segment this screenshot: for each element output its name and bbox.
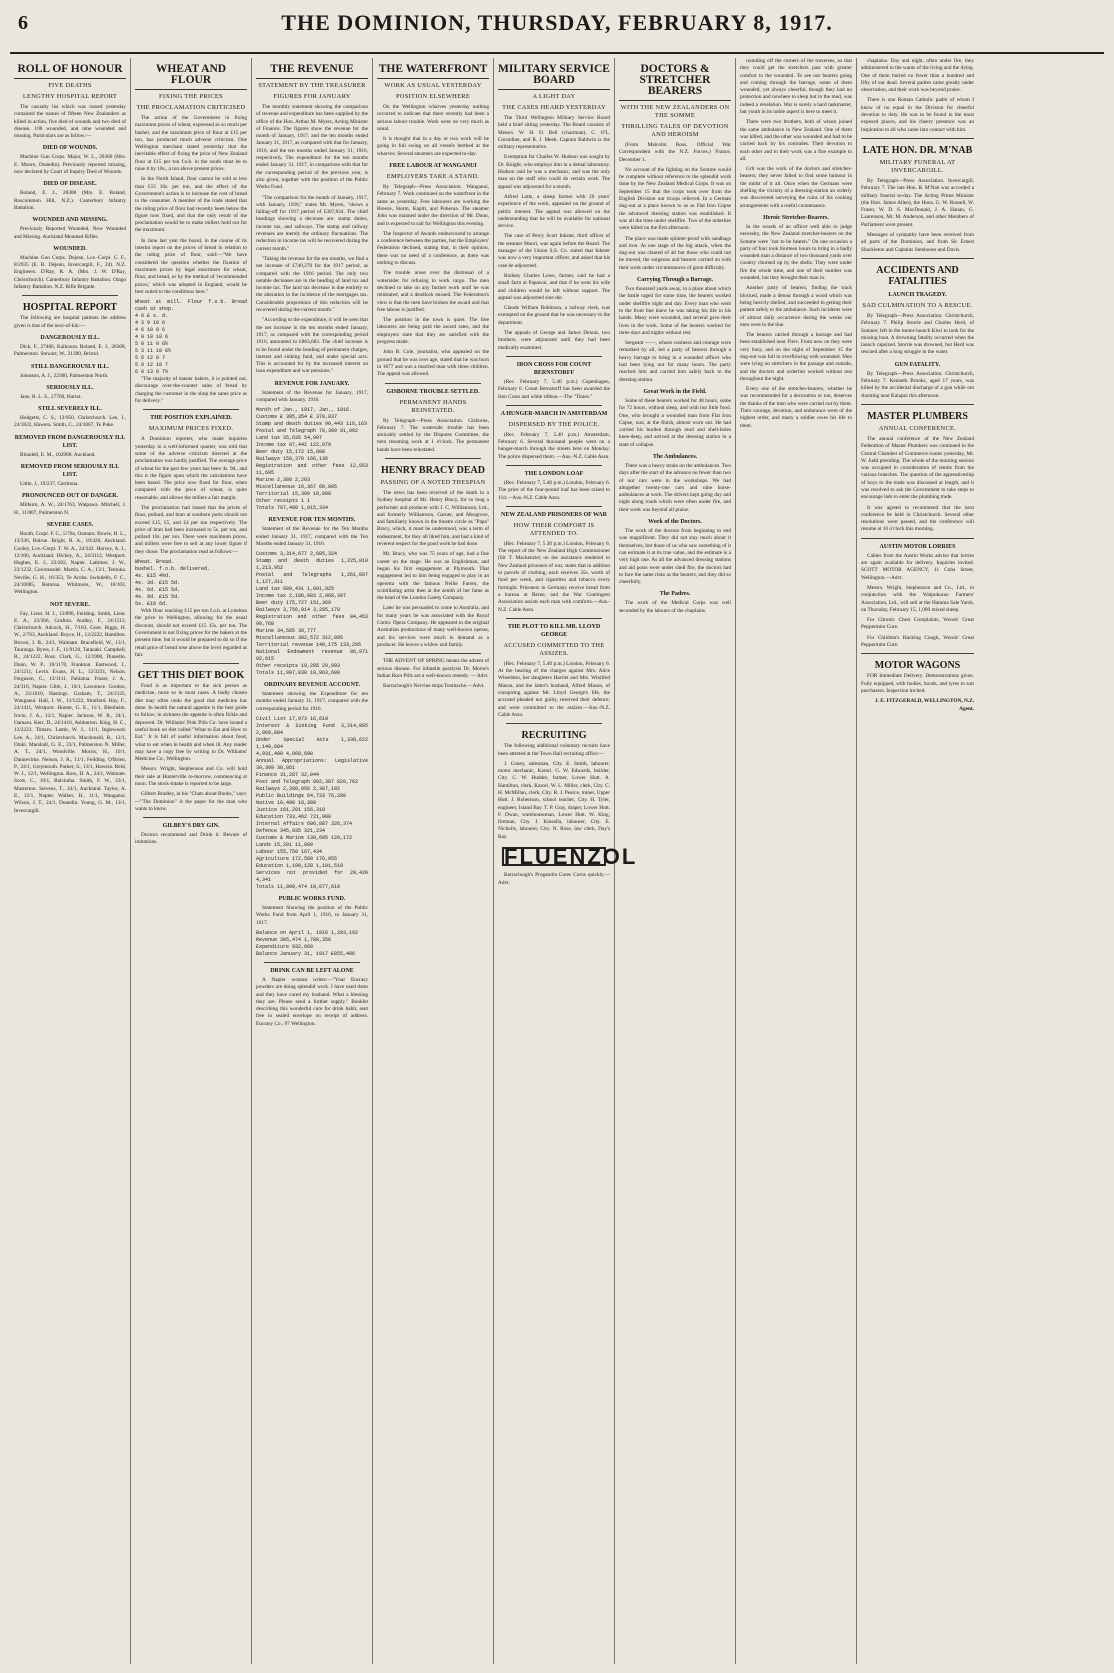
section-label: DIED OF WOUNDS. xyxy=(42,145,98,152)
article-text: By Telegraph—Press Association. Invercargill, February 7. The late Hon. R. M'Nab was accorded a military funeral to-day. The Acting Prime Minister (the Hon. James Allen), the Hons. G. W. Russell, W. Fraser, W. D. S. MacDonald, J. A. Hanan, G. Laurenson, Mr. M. Anderson, and other Members of Parliament were present. xyxy=(861,177,974,228)
divider xyxy=(861,653,974,654)
table-row: Beer duty 15,172 15,608 xyxy=(256,449,326,456)
advertisement-text: Doctors recommend and Drink it. Beware of imitations. xyxy=(135,832,247,846)
article-text: The trouble arose over the dismissal of a watersider for refusing to work cargo. The men declined to take on any further work until he was reinstated, and a deadlock ensued. The Federation's view is that the men have broken the award and that free labour is justified. xyxy=(377,270,489,313)
table-row: Marine 34,585 30,777 xyxy=(256,628,317,635)
article-text: Previously Reported Wounded, Now Wounded and Missing. Auckland Mounted Rifles. xyxy=(14,226,126,240)
subheading: LENGTHY HOSPITAL REPORT xyxy=(22,93,118,100)
section-label: NEW ZEALAND PRISONERS OF WAR xyxy=(501,511,607,518)
table-row: Postal and Telegraphs 1,261,897 1,127,311 xyxy=(256,572,368,586)
table-row: Miscellaneous 16,367 60,895 xyxy=(256,484,338,491)
article-text: The Inspector of Awards endeavoured to arrange a conference between the parties, but the Employers' Federation declined, stating that, in their opinion, there was no need of a conference, as there was nothing to discuss. xyxy=(377,230,489,267)
article-text: Sergeant ——, whose coolness and courage were remarked by all, led a party of bearers through a heavy barrage to bring in a wounded officer who had been lying out for many hours. The party reached him and carried him safely back to the dressing station. xyxy=(619,340,731,383)
section-label: PRONOUNCED OUT OF DANGER. xyxy=(21,493,118,500)
table-row: Interest & Sinking Fund 3,314,805 2,969,884 xyxy=(256,723,368,737)
article-text: (Rec. February 7, 5.40 p.m.) London, February 6. The price of the four-pound loaf has been raised to 11d.—Aus.-N.Z. Cable Assn. xyxy=(498,479,610,501)
article-text: In the woods of an officer well able to judge necessity, the New Zealand stretcher-bearers on the Somme were "not to be beaten." On one occasion a party of four took fourteen hours to bring in a badly wounded man a distance of two thousand yards over country churned up by the shells. They were under fire the whole time, and one of their number was wounded, but they brought their man in. xyxy=(740,223,852,282)
article-text: "The comparison for the month of January, 1917, with January, 1916," states Mr. Myers, "shows a falling-off for 1917 period of £307,834. The chief headings showing a decrease are: stamp duties, income tax, and railways. The stamp and railway revenues are merely the ordinary fluctuations. The reduction in income tax will be recovered during the current month." xyxy=(256,194,368,252)
subheading: SAD CULMINATION TO A RESCUE. xyxy=(862,301,973,309)
article-text: Claude William Robinson, a railway clerk, was exempted on the ground that he was necessary to the department. xyxy=(498,305,610,326)
revenue-january-table xyxy=(256,407,368,512)
article-text: By Telegraph—Press Association. Wanganui, February 7. Work continued on the waterfront in the same as yesterday. Free labourers are working the Breeze, Storm, Kapiti, and Poherua. The steamer John was manned under the direction of Mr. Dunn, and is expected to sail for Wellington this evening. xyxy=(377,184,489,227)
advertisement-text: For Children's Hacking Cough, Woods' Great Peppermint Cure. xyxy=(861,634,974,649)
article-text: Fay, Lieut. H. J., 13/896, Feilding. Smith, Lieut. E. A., 23/366, Grafton. Audley, F., 24/1512, Christchurch. Adcock, H., 7/163, Gore. Biggs, H. W., 2/763, Auckland. Boyce, H., 12/2222, Hamilton. Brown, J. B., 24/1, Waimate. Bracefield, W., 13/1, Tauranga. Byres, J. F., 11/9120, Taranaki. Campbell, R., 24/1222, Ross. Clark, G., 12/1900, Dunedin. Dunn, W. P., 10/1170, Frankton. Eastwood, J., 24/1211, Levin. Evans, H. L., 12/3231, Nelson. Ferguson, G., 13/1111, Pahiatua. Fraser, J. A., 24/316, Napier. Gibb, J., 10/1, Lawrence. Gordon, A., 23/1010, Hastings. Graham, T., 24/2125, Wanganui. Hall, J. W., 13/1222, Stratford. Hay, F., 24/1411, Westport. Hunter, G. E., 11/1, Blenheim. Irwin, J. A., 12/1, Napier. Jackson, W. R., 24/1, Oamaru. Kerr, D., 24/1410, Ashburton. King, H. C., 13/2223, Timaru. Lamb, W. J., 11/1, Inglewood. Lee, A., 24/1, Christchurch. Macdonald, R., 12/1, Otaki. Marshall, G. E., 23/1, Palmerston N. Miller, A. T., 24/1, Woodville. Morris, H., 10/1, Dannevirke. Nelson, J. R., 11/1, Feilding. O'Brien, P., 24/1, Greymouth. Parker, S., 13/1, Hawera. Reid, W. J., 12/1, Wellington. Ross, D. A., 24/1, Waimate. Scott, C., 10/1, Balclutha. Smith, F. W., 23/1, Masterton. Stevens, T., 24/1, Auckland. Taylor, A. E., 12/1, Napier. Walker, H., 11/1, Wanganui. Wilson, J. T., 24/1, Dunedin. Young, G. M., 13/1, Invercargill. xyxy=(14,610,126,814)
table-row: Marine 2,380 2,203 xyxy=(256,477,311,484)
divider xyxy=(385,383,481,384)
table-row: 5 6 12 0 7 xyxy=(135,355,166,362)
table-row: Registration and other fees 12,053 11,695 xyxy=(256,463,368,477)
divider xyxy=(385,653,481,654)
article-text: The Third Wellington Military Service Board held a brief sitting yesterday. The Board consists of Messrs. W. H. D. Bell (chairman), C. O'L. Considine, and R. J. Meek. Captain Baldwin is the military representative. xyxy=(498,115,610,151)
table-row: Income tax 97,442 122,079 xyxy=(256,442,332,449)
article-text: (Rec. February 7, 5.40 p.m.) Amsterdam, February 6. Several thousand people went on a hunger-march through the streets here on Monday. The police dispersed them. —Aus.-N.Z. Cable Assn. xyxy=(498,431,610,460)
table-row: 5s. £16 6d. xyxy=(135,601,169,608)
table-total: Totals 707,480 1,015,334 xyxy=(256,505,329,512)
table-row: 4 0 £ s. d. xyxy=(135,313,169,320)
table-row: Education 1,100,128 1,101,519 xyxy=(256,863,344,870)
expenditure-table xyxy=(256,716,368,891)
subheading: ACCUSED COMMITTED TO THE ASSIZES. xyxy=(503,641,605,657)
table-row: Other receipts 19,205 29,093 xyxy=(256,663,341,670)
divider xyxy=(861,404,974,405)
wheat-price-list xyxy=(135,559,247,608)
advertisement-heading: DRINK CAN BE LEFT ALONE xyxy=(270,967,354,974)
table-row: 4s. 3d. £15 5d. xyxy=(135,580,181,587)
article-text: The work of the doctors from beginning to end was magnificent. They did not stay much about it themselves, but those of us who saw something of it can estimate it at its true value, and the estimate is a very high one. As all the advanced dressing stations and aid posts were under shell fire, the doctors had to face the same risks as the bearers, and they did so cheerfully. xyxy=(619,528,731,586)
heading-hospital-report: HOSPITAL REPORT xyxy=(22,302,118,314)
article-text: By Telegraph—Press Association. Gisborne, February 7. The waterside trouble has been amicably settled by the Disputes Committee, the men resuming work at 1 o'clock. The permanent hands have been reinstated. xyxy=(377,417,489,453)
heading-wheat-and-flour: WHEAT AND FLOUR xyxy=(135,64,247,90)
subheading: ANNUAL CONFERENCE. xyxy=(878,424,957,432)
article-text: There is one Roman Catholic padre of whom I know of no equal in the Division for cheerful devotion to duty. He was to be found in the most exposed places, and his cheery presence was an inspiration to all who came into contact with him. xyxy=(861,97,974,133)
article-text: rounding off the corners of the traverses, so that they could get the stretchers past with greater comfort to the wounded. To see our bearers going and coming through the barrage, some of them wounded, yet always cheerful, though they had no protection and nowhere to sleep but in the mud, was indeed a revelation. War is surely a hard taskmaster, but youth in its noble aspect is here to meet it. xyxy=(740,58,852,116)
table-row: Expenditure 932,060 xyxy=(256,943,314,950)
article-text: The case of Percy Scott Inkster, third officer of the steamer Maori, was again before the Board. The manager of the Union S.S. Co. stated that Inkster was now a very important officer, and asked that his case be adjourned. xyxy=(498,233,610,269)
table-row: Registration and other fees 84,453 90,768 xyxy=(256,614,368,628)
subheading: STATEMENT BY THE TREASURER xyxy=(258,82,366,89)
article-text: "The majority of master bakers, it is pointed out, discourage over-the-counter sales of bread by charging the customer in the shop the same price as for delivery." xyxy=(135,376,247,405)
table-title: ORDINARY REVENUE ACCOUNT. xyxy=(264,682,360,689)
article-text: (Rec. February 7, 5.40 p.m.) London, February 6. At the hearing of the charges against Mrs. Alice Wheeldon, her daughters Harriet and Mrs. Winifred Mason, and the latter's husband, Alfred Mason, of conspiring against Mr. Lloyd George's life, the accused pleaded not guilty, reserved their defence, and were committed to the assizes.—Aus.-N.Z. Cable Assn. xyxy=(498,660,610,718)
table-row: Railways 3,756,914 3,285,179 xyxy=(256,607,341,614)
table-row: Native 10,498 10,380 xyxy=(256,800,317,807)
table-row: bushel. f.o.b. delivered. xyxy=(135,566,211,573)
fluenzol-advertisement: FLUENZOL xyxy=(504,844,638,870)
article-text: It was agreed to recommend that the next conference be held in Christchurch. Several other resolutions were passed, and the conference will resume at 10 o'clock this morning. xyxy=(861,504,974,533)
article-text: Mr. Bracy, who was 75 years of age, had a fine career on the stage. He was an Englishman, and began his first engagement at Plymouth. That engagement led to him being engaged to play in an operetta with the famous Nellie Farren, the scintillating artist then at the zenith of her fame as the head of the London Gaiety Company. xyxy=(377,551,489,602)
section-label: WOUNDED AND MISSING. xyxy=(32,217,108,224)
section-label: IRON CROSS FOR COUNT BERNSTORFF xyxy=(516,361,592,376)
section-label: FREE LABOUR AT WANGANUI xyxy=(389,163,477,170)
article-text: Food is as important to the sick person as medicine, more so in most cases. A badly chosen diet may often undo the good that medicine has done. In health the natural appetite is the best guide to follow; in sickness the appetite is often fickle and depraved. Dr. Williams' Pink Pills Co. have issued a useful book on diet called "What to Eat and How to Eat." It is full of useful information about food, what to eat when in health and when ill. Any reader may have a copy free by writing to Dr. Williams' Medicine Co., Wellington. xyxy=(135,683,247,763)
article-text: Machine Gun Corps. Major, W. L., 20360 (Mrs. E. Moore, Dunedin). Previously reported missing, now declared by Court of Inquiry Died of Wounds. xyxy=(14,154,126,176)
article-text: Booth, Corpl. F. C., 5/70a, Oamaru. Bowie, H. L., 13/336, Bulrue. Bright, R. A., 10/420, Auckland. Cooley, Lce.-Corpl. T. W. A., 24/342. Harvey, A. J., 12/100, Auckland. Hickey, A., 24/3112, Westport. Hughes, E. J., 23/202, Napier. Lattimer, J. W., 23/1232, Coromandel. Martin, C. A., 13/1, Temuka. Neville, G. H., 16/353, Te Aroha. Swindells, F. C., 24/10085, Rotorua. Whitmore, W., 10/103, Wellington. xyxy=(14,530,126,596)
heading-diet-book: GET THIS DIET BOOK xyxy=(137,670,245,682)
advertiser-signature: J. E. FITZGERALD, WELLINGTON, N.Z. Agent. xyxy=(875,698,974,712)
table-row: Land tax 35,635 54,097 xyxy=(256,435,323,442)
table-header: Month of Jan., 1917. Jan., 1916. xyxy=(256,407,353,414)
article-text: Dick, F., 27406, Kaikoura. Boland, E. J., 28308, Palmerston. Stewart, W., 21390, Bristol. xyxy=(14,343,126,358)
article-text: Boland, E. J., 28308 (Mrs. E. Boland, Roscommon Hill, N.Z.). Canterbury Infantry Battalion. xyxy=(14,190,126,211)
table-caption: Statement Showing the position of the Public Works Fund from April 1, 1916, to January 31, 1917. xyxy=(256,905,368,926)
byline: (From Malcolm Ross, Official War Correspondent with the N.Z. Forces.) France, December 1. xyxy=(619,142,731,163)
divider xyxy=(861,538,974,539)
divider xyxy=(861,138,974,139)
article-text: Messrs. Wright, Stephenson and Co. will hold their sale at Hunterville to-morrow, commencing at noon. The stock-intake is reported to be large. xyxy=(135,766,247,787)
article-text: chaplains. Day and night, often under fire, they administered to the wants of the living and the dying. One of them buried no fewer than a hundred and fifty of our dead. Several padres came greatly under observation, and their work was beyond praise. xyxy=(861,58,974,94)
divider xyxy=(22,295,118,296)
article-text: Hodgetts, C. S., 12/950, Christchurch. Lee, J., 24/1822, Hawera. Smith, C., 24/3067, Te Puke. xyxy=(14,415,126,429)
column-military-service-board xyxy=(494,58,638,1664)
columns xyxy=(10,58,1104,1664)
advertisement-text: A Napier woman writes:—"Your Eucrasy powders are doing splendid work. I have used them and they have cured my husband. What a blessing they are. Please send a further supply." Booklet describing this wonderful cure for drink habit, sent free in sealed envelope on receipt of address. Eucrasy Co., 97 Wellington. xyxy=(256,976,368,1027)
divider xyxy=(506,356,602,357)
table-row: Revenue 305,474 1,788,356 xyxy=(256,936,332,943)
heading-henry-bracy: HENRY BRACY DEAD xyxy=(381,464,485,476)
table-row: 4 6 10 0 6 xyxy=(135,327,166,334)
table-row: Postal and Telegraph 70,309 91,002 xyxy=(256,428,359,435)
section-label: Work of the Doctors. xyxy=(648,519,702,526)
section-label: GUN FATALITY. xyxy=(894,361,941,368)
section-label: STILL SEVERELY ILL. xyxy=(38,406,102,413)
subheading: THRILLING TALES OF DEVOTION AND HEROISM xyxy=(621,123,729,138)
table-total: 4,931,400 4,068,698 xyxy=(256,751,314,758)
section-label: The Padres. xyxy=(659,591,691,598)
subheading: DISPERSED BY THE POLICE. xyxy=(508,420,600,428)
section-label: SERIOUSLY ILL. xyxy=(46,384,94,391)
section-label: THE PLOT TO KILL MR. LLOYD GEORGE xyxy=(507,623,601,638)
article-text: By Telegraph—Press Association. Christchurch, February 7. Kenneth Brooks, aged 17 years, was killed by the accidental discharge of a gun while out shooting near Kaiapoi this afternoon. xyxy=(861,370,974,399)
column-the-waterfront xyxy=(373,58,494,1664)
divider xyxy=(506,618,602,619)
subheading: FIVE DEATHS xyxy=(48,82,92,89)
table-row: Civil List 17,973 16,619 xyxy=(256,716,329,723)
column-misc-news xyxy=(857,58,978,1664)
article-text: Little, J., 19/237, Cardrona. xyxy=(20,481,79,488)
section-label: GISBORNE TROUBLE SETTLED. xyxy=(386,388,480,395)
table-row: Other receipts 1 1 xyxy=(256,498,311,505)
section-label: STILL DANGEROUSLY ILL. xyxy=(30,363,110,370)
table-row: 4s. 6d. £15 5d. xyxy=(135,587,181,594)
article-text: Two thousand yards away, in a place about which the battle raged for some time, the bearers worked under shellfire night and day. Every man who went to the front line knew he was taking his life in his hands. Many were wounded, and several gave their lives in the work. Some of the bearers worked for three days and nights without rest. xyxy=(619,286,731,336)
article-text: The annual conference of the New Zealand Federation of Master Plumbers was continued in the Central Chamber of Commerce rooms yesterday, Mr. W. Judd presiding. The whole of the morning session was occupied in consideration of remits from the various branches. The question of the apprenticeship of boys to the trade was discussed at length, and it was resolved to ask the Government to take steps to encourage lads to enter the plumbing trade. xyxy=(861,435,974,501)
article-text: John B. Cole, journalist, who appealed on the ground that he was over age, stated that he was born in 1877 and was a married man with three children. The appeal was allowed. xyxy=(377,349,489,378)
article-text: Milburn, A. W., 24/1763, Waipawa. Mitchell, J. H., 11/807, Palmerston N. xyxy=(14,502,126,516)
advertisement-heading: AUSTIN MOTOR LORRIES xyxy=(879,543,956,550)
divider xyxy=(385,458,481,459)
divider xyxy=(506,465,602,466)
article-text: In June last year the board, in the course of its interim report on the prices of bread in relation to the ruling price of flour, said:—"We have considered the question whether the fixation of maximum prices by legal enactment for wheat, flour, and bread, or by the method of 'recommended prices,' which was adopted in England, would be best suited to the conditions here." xyxy=(135,237,247,295)
public-works-table xyxy=(256,930,368,958)
article-text: Exemption for Charles W. Hudson was sought by Dr. Knight, who employs him in a dental laboratory. Hudson said he was a mechanic, and was the only man on the staff who could do certain work. The appeal was adjourned for a month. xyxy=(498,154,610,190)
heading-recruiting: RECRUITING xyxy=(521,730,587,742)
subheading: POSITION ELSEWHERE xyxy=(395,93,471,100)
article-text: The bearers carried through a barrage and had been established near Flers. From now on they were very busy, and on the night of September 15 the dug-out was full to overflowing with wounded. Men were lying on stretchers in the passage and outside, and the doctors and orderlies worked without rest throughout the night. xyxy=(740,332,852,382)
subheading: THE PROCLAMATION CRITICISED xyxy=(136,104,246,111)
table-row: Customs 3,314,677 2,685,324 xyxy=(256,551,338,558)
subheading: FIXING THE PRICES xyxy=(159,93,223,100)
section-label: Heroic Stretcher-Bearers. xyxy=(763,214,829,221)
article-text: Gilbert Bradley, in his "Chats about Books," says:—"The Dominion" is the paper for the man who wants to know. xyxy=(135,791,247,812)
divider xyxy=(264,962,360,963)
article-text: The place was made splinter-proof with sandbags and iron. At one stage of the big attack, when the dug-out was cleared of all but those who could not be moved, the surgeons and bearers carried on with their work under circumstances of great difficulty. xyxy=(619,235,731,271)
section-label: THE LONDON LOAF xyxy=(524,470,584,477)
table-caption: Statement of the Revenue for January, 1917, compared with January, 1916. xyxy=(256,389,368,403)
advertisement-text: FOR Immediate Delivery. Demonstrations given. Fully equipped, with bodies, hoods, and tyres to suit purchasers. Inspection invited. xyxy=(861,673,974,694)
table-row: Wheat. Bread. xyxy=(135,559,175,566)
article-text: Alfred Lotts, a sheep farmer with 26 years' experience of the work, appealed on the ground of public interest. The appeal was allowed on the understanding that he will be available for national service. xyxy=(498,193,610,230)
section-label: Great Work in the Field. xyxy=(643,388,707,395)
section-label: SEVERE CASES. xyxy=(46,521,94,528)
table-row: Internal Affairs 606,887 326,374 xyxy=(256,821,353,828)
article-text: The following additional voluntary recruits have been attested at the Town Hall recruiting office:— xyxy=(498,743,610,757)
section-label: LAUNCH TRAGEDY. xyxy=(888,291,947,298)
article-text: The action of the Government in fixing maximum prices of wheat, expressed as so much per bushel, and the maximum price of flour at £15 per ton, has produced much adverse criticism. One Wellington merchant stated yesterday that the inevitable effect of fixing the price of New Zealand flour at £15 per ton f.o.b. in the south must be to raise it by 10s., a ton above present prices. xyxy=(135,115,247,173)
table-total: Balance January 31, 1917 £855,486 xyxy=(256,950,356,957)
table-row: Railways 159,370 166,136 xyxy=(256,456,329,463)
divider xyxy=(506,506,602,507)
heading-accidents-and-fatalities: ACCIDENTS AND FATALITIES xyxy=(876,264,959,287)
table-row: 4 9 10 10 6 xyxy=(135,334,169,341)
heading-the-revenue: THE REVENUE xyxy=(256,64,368,79)
article-text: Later he was persuaded to come to Australia, and for many years he was associated with the Royal Comic Opera Company. He appeared in the original Australian productions of many well-known operas, and his services were much in demand as a producer. He leaves a widow and family. xyxy=(377,605,489,648)
article-text: Jane, R. L. S., 27760, Hariot. xyxy=(20,393,82,400)
subheading: WORK AS USUAL YESTERDAY xyxy=(384,82,482,89)
table-row: 6 0 13 0 7½ xyxy=(135,369,169,376)
table-row: National Endowment revenue 86,971 92,615 xyxy=(256,649,368,663)
heading-the-waterfront: THE WATERFRONT xyxy=(377,64,489,79)
divider xyxy=(143,817,239,818)
table-total: Totals 11,997,830 10,963,609 xyxy=(256,670,341,677)
article-text: Every one of the stretcher-bearers, whether he was recommended for a decoration or not, deserves the thanks of the men who were carried out by them. Their courage, devotion, and endurance were of the highest order, and many a soldier owes his life to them. xyxy=(740,386,852,429)
section-label: A HUNGER-MARCH IN AMSTERDAM xyxy=(500,410,608,417)
table-row: Land tax 689,431 1,001,925 xyxy=(256,586,335,593)
article-text: The appeals of George and James Dennis, two brothers, were adjourned until they had been medically examined. xyxy=(498,330,610,351)
table-row: Defence 345,935 321,234 xyxy=(256,828,326,835)
table-row: 4s. 9d. £15 5d. xyxy=(135,594,181,601)
table-row: Public Buildings 64,733 76,289 xyxy=(256,793,347,800)
heading-military-service-board: MILITARY SERVICE BOARD xyxy=(498,64,610,90)
advertisement-text: Barraclough's Nervine stops Toothache.—Advt. xyxy=(383,683,485,690)
article-text: Grit was the work of the doctors and stretcher-bearers; they never failed to find some humour in the midst of it all. Once when the Germans were shelling the vicinity of a dressing-station an orderly was discovered surveying the ruins of his cooking arrangements with a rueful countenance. xyxy=(740,166,852,209)
table-row: 5 3 11 10 6½ xyxy=(135,348,172,355)
article-text: With flour reaching £15 per ton f.o.b. at Lyttelton the price in Wellington, allowing for the usual discount, should not exceed £15 15s. per ton. The Government is not fixing prices for the bakers at the present time, but it would be prepared to do so if the retail price of bread rose above the level regarded as fair. xyxy=(135,608,247,658)
article-text: Blundell, E. M., 102908, Auckland. xyxy=(20,451,96,458)
divider xyxy=(506,405,602,406)
table-row: Post and Telegraph 802,387 820,762 xyxy=(256,779,359,786)
heading-master-plumbers: MASTER PLUMBERS xyxy=(867,410,968,422)
table-row: 4s. £15 4½d. xyxy=(135,573,172,580)
subheading: A LIGHT DAY xyxy=(532,93,576,100)
table-row: Income tax 2,106,983 2,068,397 xyxy=(256,593,347,600)
article-text: The casualty list which was issued yesterday contained the names of fifteen New Zealanders as killed in action, five died of wounds and two died of disease, 106 wounded, and nine wounded and missing. Particulars are as follow:— xyxy=(14,104,126,140)
table-row: Territorial 15,309 10,890 xyxy=(256,491,332,498)
table-row: Agriculture 172,560 170,955 xyxy=(256,856,338,863)
column-the-revenue xyxy=(252,58,373,1664)
table-row: Customs & Marine 130,695 129,172 xyxy=(256,835,353,842)
advertisement-text: Barraclough's Progandra Cures Corns quickly.—Advt. xyxy=(498,872,610,886)
table-caption: Statement of the Revenue for the Ten Months ended January 31, 1917, compared with the Ten Months ended January 31, 1916. xyxy=(256,526,368,547)
article-text: Rodney Charles Lowe, farmer, said he had a small farm at Papawai, and that if he went his wife and children would be left without support. The appeal was adjourned sine die. xyxy=(498,272,610,301)
table-row: Services not provided for 29,420 4,341 xyxy=(256,870,368,884)
section-label: REMOVED FROM DANGEROUSLY ILL LIST. xyxy=(14,434,126,449)
article-text: Johnston, A. J., 22300, Palmerston North. xyxy=(20,372,109,379)
table-row: Balance on April 1, 1916 1,203,192 xyxy=(256,929,359,936)
section-label: The Ambulances. xyxy=(652,453,698,460)
subheading: FIGURES FOR JANUARY xyxy=(273,93,351,100)
article-text: Another party of bearers, finding the track blocked, made a detour through a wood which was being heavily shelled, and succeeded in getting their patient safely to the ambulance. Such incidents were of almost daily occurrence during the weeks our men were in the line. xyxy=(740,285,852,328)
table-row: Finance 31,287 32,044 xyxy=(256,772,320,779)
advertisement-text: Cables from the Austin Works advise that lorries are again available for delivery. Inquiries invited. SCOTT MOTOR AGENCY, 11 Cuba Street, Wellington.—Advt. xyxy=(861,552,974,581)
article-text: There was a heavy strain on the ambulances. Two days after the start of the advance no fewer than two of our cars were in the workshops. We had altogether twenty-one cars and nine horse-ambulances at work. The drivers kept going day and night along roads which were often under fire, and their work was beyond all praise. xyxy=(619,462,731,513)
heading-roll-of-honour: ROLL OF HONOUR xyxy=(14,64,126,79)
recruit-list: J. Coney, salesman, City. E. Smith, labourer, motor mechanic, Karori. G. W. Edwards, builder, City. C. W. Hudder, farmer, Lower Hutt. A. Hamilton, clerk, Karori. W. L. Miller, clerk, City. C. H. McMillan, clerk, City. R. J. Pearce, miner, Upper Hutt. J. Robertson, school teacher, City. H. Tyler, engineer, Island Bay. T. P. Gray, draper, Lower Hutt. F. Dwan, warehouseman, Lower Hutt. W. King, fireman, City. J. Kinsella, labourer, City. E. Nicholls, labourer, City. N. Rose, law clerk, Day's Bay. xyxy=(498,760,610,840)
column-doctors-and-stretcher-bearers xyxy=(615,58,736,1664)
subheading: MAXIMUM PRICES FIXED. xyxy=(148,425,234,433)
heading-motor-wagons: MOTOR WAGONS xyxy=(874,660,961,672)
table-row: Justice 161,201 156,310 xyxy=(256,807,326,814)
article-text: Machine Gun Corps. Dejean, Lce.-Corpl. C. F., 8/2935 (E. B. Dejean, Invercargill, F., 24). N.Z. Engineers. D'Ray, R. A. (Mrs. J. W. D'Ray, Christchurch). Canterbury Infantry Battalion. Otago Infantry Battalion. N.Z. Rifle Brigade. xyxy=(14,254,126,291)
newspaper-title: THE DOMINION, THURSDAY, FEBRUARY 8, 1917. xyxy=(281,10,833,35)
table-title: PUBLIC WORKS FUND. xyxy=(278,896,346,903)
article-text: There were two brothers, both of whom joined the same ambulance in New Zealand. One of them was killed, and the other was wounded and had to be carried back by his comrades. Their devotion to each other and to their work was a fine example to all. xyxy=(740,119,852,162)
table-row: 5 0 11 0 6½ xyxy=(135,341,169,348)
article-text: "According to the expenditure, it will be seen that the net increase in the ten months ended January, 1917, as compared with the corresponding period 1916, amounted to £863,683. The chief increase is to be found under the heading of permanent charges, interest and sinking fund, and under special acts. This is accounted for by the increased interest on loan expenditure and war pensions." xyxy=(256,317,368,375)
article-text: Messages of sympathy have been received from all parts of the Dominion, and from Sir Ernest Shackleton and Captains Stenhouse and Davis. xyxy=(861,232,974,253)
article-text: By Telegraph—Press Association. Christchurch, February 7. Philip Storrie and Charles Herd, of Sumner, left in the motor-launch Kiwi to look for the missing boat. A drowning fatality occurred when the launch capsized. Storrie was drowned, but Herd was rescued after a long struggle in the water. xyxy=(861,312,974,356)
article-text: The monthly statement showing the comparison of revenue and expenditure has been supplied by the office of the Hon. Arthur M. Myers, Acting Minister of Finance. The figures show the revenue for the month of January, 1917, and the ten months ended January 31, 1917, as compared with that for January, 1916, and the ten months ended January 31, 1916, respectively. The expenditure for the ten months ended January 31, 1917, in comparison with that for the corresponding period of the previous year, is also given, together with the position of the Public Works Fund. xyxy=(256,104,368,191)
table-total: Totals 11,009,474 10,077,619 xyxy=(256,884,341,891)
advertisement-text: Messrs. Wright, Stephenson and Co., Ltd., in conjunction with the Waipukurau Farmers' Association, Ltd., will sell at the Hatuma Sale Yards, on Thursday, February 15, 1,000 mixed sheep. xyxy=(861,584,974,613)
table-row: Beer duty 175,727 151,369 xyxy=(256,600,332,607)
table-row: Railways 2,280,056 2,307,192 xyxy=(256,786,341,793)
table-title: REVENUE FOR JANUARY. xyxy=(274,380,350,387)
article-text: No account of the fighting on the Somme would be complete without reference to the splendid work done by the New Zealand Medical Corps. It was on September 15 that the corps took over from the English Division our troops relieved. In a German dug-out at a place known to us as Flat Iron Copse the advanced dressing station was established. It was all the time under shellfire. Two of the orderlies were killed on the first afternoon. xyxy=(619,166,731,232)
divider xyxy=(861,258,974,259)
column-roll-of-honour xyxy=(10,58,131,1664)
divider xyxy=(143,409,239,410)
article-text: Some of these bearers worked for 48 hours, some for 72 hours, without sleep, and with but little food. One, who brought a wounded man from Flat Iron Copse, was, at the finish, almost worn out. He had carried his burden through mud and shell-holes knee-deep, and arrived at the dressing station in a state of collapse. xyxy=(619,397,731,448)
article-text: "Taking the revenue for the ten months, we find a net increase of £740,270 for the 1917 period, as compared with the 1916 period. The only two notable decreases are in the heading of land tax and income tax. The land tax decrease is due entirely to the alteration in the incidence of the mortgages tax. Considerable proportions of this reduction will be recovered during the current month." xyxy=(256,255,368,314)
masthead xyxy=(10,6,1104,54)
table-row: Miscellaneous 302,572 312,095 xyxy=(256,635,344,642)
table-row: Stamp and death duties 1,225,019 1,213,952 xyxy=(256,558,368,572)
article-text: The position in the town is quiet. The free labourers are being paid the award rates, and the employers state that they are satisfied with the progress made. xyxy=(377,317,489,346)
article-text: (Rec. February 7, 5.30 p.m.) London, February 6. The report of the New Zealand High Commissioner (Sir T. Mackenzie) on the assistance rendered to New Zealand prisoners of war, states that in addition to parcels of clothing, each receives 35s. worth of food per week, and cigarettes and tobacco every fortnight. Prisoners in Germany receive bread from a bureau at Berne, and the War Contingent Association assists each man with comforts.—Aus.-N.Z. Cable Assn. xyxy=(498,540,610,613)
table-row: Customs £ 305,354 £ 370,837 xyxy=(256,414,338,421)
table-row: Lands 15,201 11,800 xyxy=(256,842,314,849)
divider xyxy=(506,723,602,724)
heading-doctors-and-stretcher-bearers: DOCTORS & STRETCHER BEARERS xyxy=(619,64,731,101)
section-label: NOT SEVERE. xyxy=(50,601,90,608)
article-text: The news has been received of the death in a Sydney hospital of Mr. Henry Bracy, for so long a performer and producer with J. C. Williamson, Ltd., and formerly Williamson, Garner, and Musgrove, and familiarly known in the theatre circle as "Papa" Bracy, which, it must be understood, was a term of endearment, for they all liked him, and had a kind of reverent respect for the good work he had done. xyxy=(377,489,489,548)
article-text: In the North Island, flour cannot be sold at less than £15 10s. per ton, and the effect of the Government's action is to increase the cost of bread to the consumer. A member of the trade stated that the ruling price of flour had recently been below the figure now fixed, and that the only result of the proclamation would be to make millers hold out for the maximum. xyxy=(135,176,247,234)
subheading: HOW THEIR COMFORT IS ATTENDED TO. xyxy=(513,521,595,537)
table-title: REVENUE FOR TEN MONTHS. xyxy=(268,517,356,524)
table-row: 5 9 12 10 7 xyxy=(135,362,169,369)
subheading: THE CASES HEARD YESTERDAY xyxy=(502,104,606,111)
section-label: DIED OF DISEASE. xyxy=(43,181,97,188)
section-label: WOUNDED. xyxy=(53,245,87,252)
revenue-ten-months-table xyxy=(256,551,368,677)
divider xyxy=(143,663,239,664)
section-label: Carrying Through a Barrage. xyxy=(636,277,714,284)
article-text: The work of the Medical Corps was well seconded by the labours of the chaplains. xyxy=(619,600,731,614)
section-label: THE POSITION EXPLAINED. xyxy=(150,415,232,422)
price-table xyxy=(135,299,247,376)
column-continued-article xyxy=(736,58,857,1664)
advertisement-heading: GILBEY'S DRY GIN. xyxy=(162,823,220,830)
subheading: MILITARY FUNERAL AT INVERCARGILL. xyxy=(879,158,956,174)
heading-late-hon-mnab: LATE HON. DR. M'NAB xyxy=(862,144,973,156)
advertisement-text: THE ADVENT OF SPRING means the advent of serious disease. For infantile paralysis Dr. Morse's Indian Root Pills are a well-known remedy. — Advt. xyxy=(377,658,489,679)
article-text: On the Wellington wharves yesterday nothing occurred to indicate that there recently had been a serious labour trouble. Work went on very much as usual. xyxy=(377,104,489,132)
table-row: Annual Appropriations: Legislative 39,309 30,861 xyxy=(256,758,368,772)
article-text: (Rec. February 7, 5.40 p.m.) Copenhagen, February 6. Count Bernstorff has been awarded the Iron Cross and white ribbon.—The "Times." xyxy=(498,378,610,400)
section-label: DANGEROUSLY ILL. xyxy=(40,334,100,341)
advertisement-text: For Chronic Chest Complaints, Woods' Great Peppermint Cure. xyxy=(861,617,974,631)
table-row: Under Special Acts 1,338,622 1,140,604 xyxy=(256,737,368,751)
article-text: It is thought that in a day or two work will be going in full swing on all vessels berthed at the wharves. Several steamers are expected to-day. xyxy=(377,136,489,157)
section-label: REMOVED FROM SERIOUSLY ILL LIST. xyxy=(20,464,120,479)
table-title: Wheat at mill. Flour f.o.b. Bread cash at shop. xyxy=(135,299,247,313)
subheading: EMPLOYERS TAKE A STAND. xyxy=(386,173,480,181)
table-row: Labour 155,750 167,434 xyxy=(256,849,323,856)
table-row: Territorial revenue 140,175 133,295 xyxy=(256,642,362,649)
article-text: The proclamation had issued that the prices of flour, pollard, and bran at southern ports should not exceed £15, £5, and £4 per ton respectively. The price of bran had been increased to 5s. per ton, and pollard 10s. per ton. There were maximum prices, and millers were free to sell at any lower figure if they chose. The proclamation read as follows:— xyxy=(135,504,247,555)
article-text: A Dominion reporter, who made inquiries yesterday in a well-informed quarter, was told that some of the adverse criticism directed at the proclamation was hardly justified. The average price of wheat for the past few years has been 4s. 9d., and this is the figure upon which the calculations have been based. The price now fixed for flour, when compared with the price of wheat, is quite reasonable, and allows the millers a fair margin. xyxy=(135,436,247,501)
subheading: WITH THE NEW ZEALANDERS ON THE SOMME xyxy=(620,104,730,119)
subheading: PERMANENT HANDS REINSTATED. xyxy=(399,398,467,414)
column-wheat-and-flour xyxy=(131,58,252,1664)
subheading: PASSING OF A NOTED THESPIAN xyxy=(380,478,486,486)
article-text: The following are hospital patients the address given is that of the next-of-kin:— xyxy=(14,315,126,329)
table-row: Education 733,462 721,900 xyxy=(256,814,332,821)
page-number: 6 xyxy=(18,12,28,34)
table-row: Stamp and death duties 90,443 116,163 xyxy=(256,421,368,428)
table-caption: Statement showing the Expenditure for ten months ended January 31, 1917, compared with the corresponding period for 1916. xyxy=(256,691,368,712)
table-row: 4 3 9 10 6 xyxy=(135,320,166,327)
